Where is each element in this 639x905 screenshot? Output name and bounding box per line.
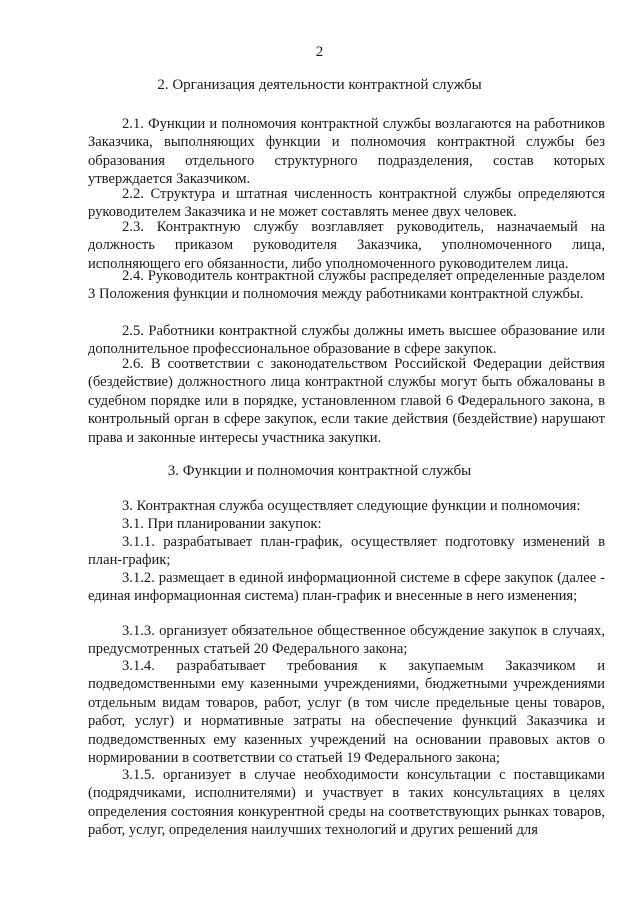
paragraph-3-1-3: 3.1.3. организует обязательное общественное обсуждение закупок в случаях, предусмотренных статьей 20 Федерального закона; xyxy=(88,623,605,658)
paragraph-3-1-4: 3.1.4. разрабатывает требования к закупаемым Заказчиком и подведомственными ему казенными учреждениями, бюджетными учреждениями отдельным видам товаров, работ, услуг (в том числе предельные цены товаров, работ, услуг) и нормативные затраты на обеспечение функций Заказчика и подведомственных ему казенных учреждений на основании правовых актов о нормировании в соответствии со статьей 19 Федерального закона; xyxy=(88,658,605,767)
paragraph-3-1-2: 3.1.2. размещает в единой информационной системе в сфере закупок (далее - единая информационная система) план-график и внесенные в него изменения; xyxy=(88,570,605,605)
paragraph-3: 3. Контрактная служба осуществляет следующие функции и полномочия: xyxy=(122,498,581,514)
paragraph-2-1: 2.1. Функции и полномочия контрактной службы возлагаются на работников Заказчика, выполняющих функции и полномочия контрактной службы без образования отдельного структурного подразделения, состав которых утверждается Заказчиком. xyxy=(88,116,605,188)
paragraph-3-1-5: 3.1.5. организует в случае необходимости консультации с поставщиками (подрядчиками, исполнителями) и участвует в таких консультациях в целях определения состояния конкурентной среды на соответствующих рынках товаров, работ, услуг, определения наилучших технологий и других решений для xyxy=(88,767,605,839)
paragraph-2-3: 2.3. Контрактную службу возглавляет руководитель, назначаемый на должность приказом руководителя Заказчика, уполномоченного лица, исполняющего его обязанности, либо уполномоченного руководителем лица. xyxy=(88,219,605,272)
paragraph-2-4: 2.4. Руководитель контрактной службы распределяет определенные разделом 3 Положения функции и полномочия между работниками контрактной службы. xyxy=(88,268,605,303)
page-number: 2 xyxy=(315,44,324,60)
section-3-heading: 3. Функции и полномочия контрактной службы xyxy=(167,463,472,479)
paragraph-3-1: 3.1. При планировании закупок: xyxy=(122,516,322,532)
paragraph-2-6: 2.6. В соответствии с законодательством Российской Федерации действия (бездействие) должностного лица контрактной службы могут быть обжалованы в судебном порядке или в порядке, установленном главой 6 Федерального закона, в контрольный орган в сфере закупок, если такие действия (бездействие) нарушают права и законные интересы участника закупки. xyxy=(88,356,605,446)
paragraph-3-1-1: 3.1.1. разрабатывает план-график, осуществляет подготовку изменений в план-график; xyxy=(88,534,605,569)
section-2-heading: 2. Организация деятельности контрактной службы xyxy=(157,77,482,93)
paragraph-2-5: 2.5. Работники контрактной службы должны иметь высшее образование или дополнительное профессиональное образование в сфере закупок. xyxy=(88,323,605,358)
paragraph-2-2: 2.2. Структура и штатная численность контрактной службы определяются руководителем Заказчика и не может составлять менее двух человек. xyxy=(88,186,605,221)
